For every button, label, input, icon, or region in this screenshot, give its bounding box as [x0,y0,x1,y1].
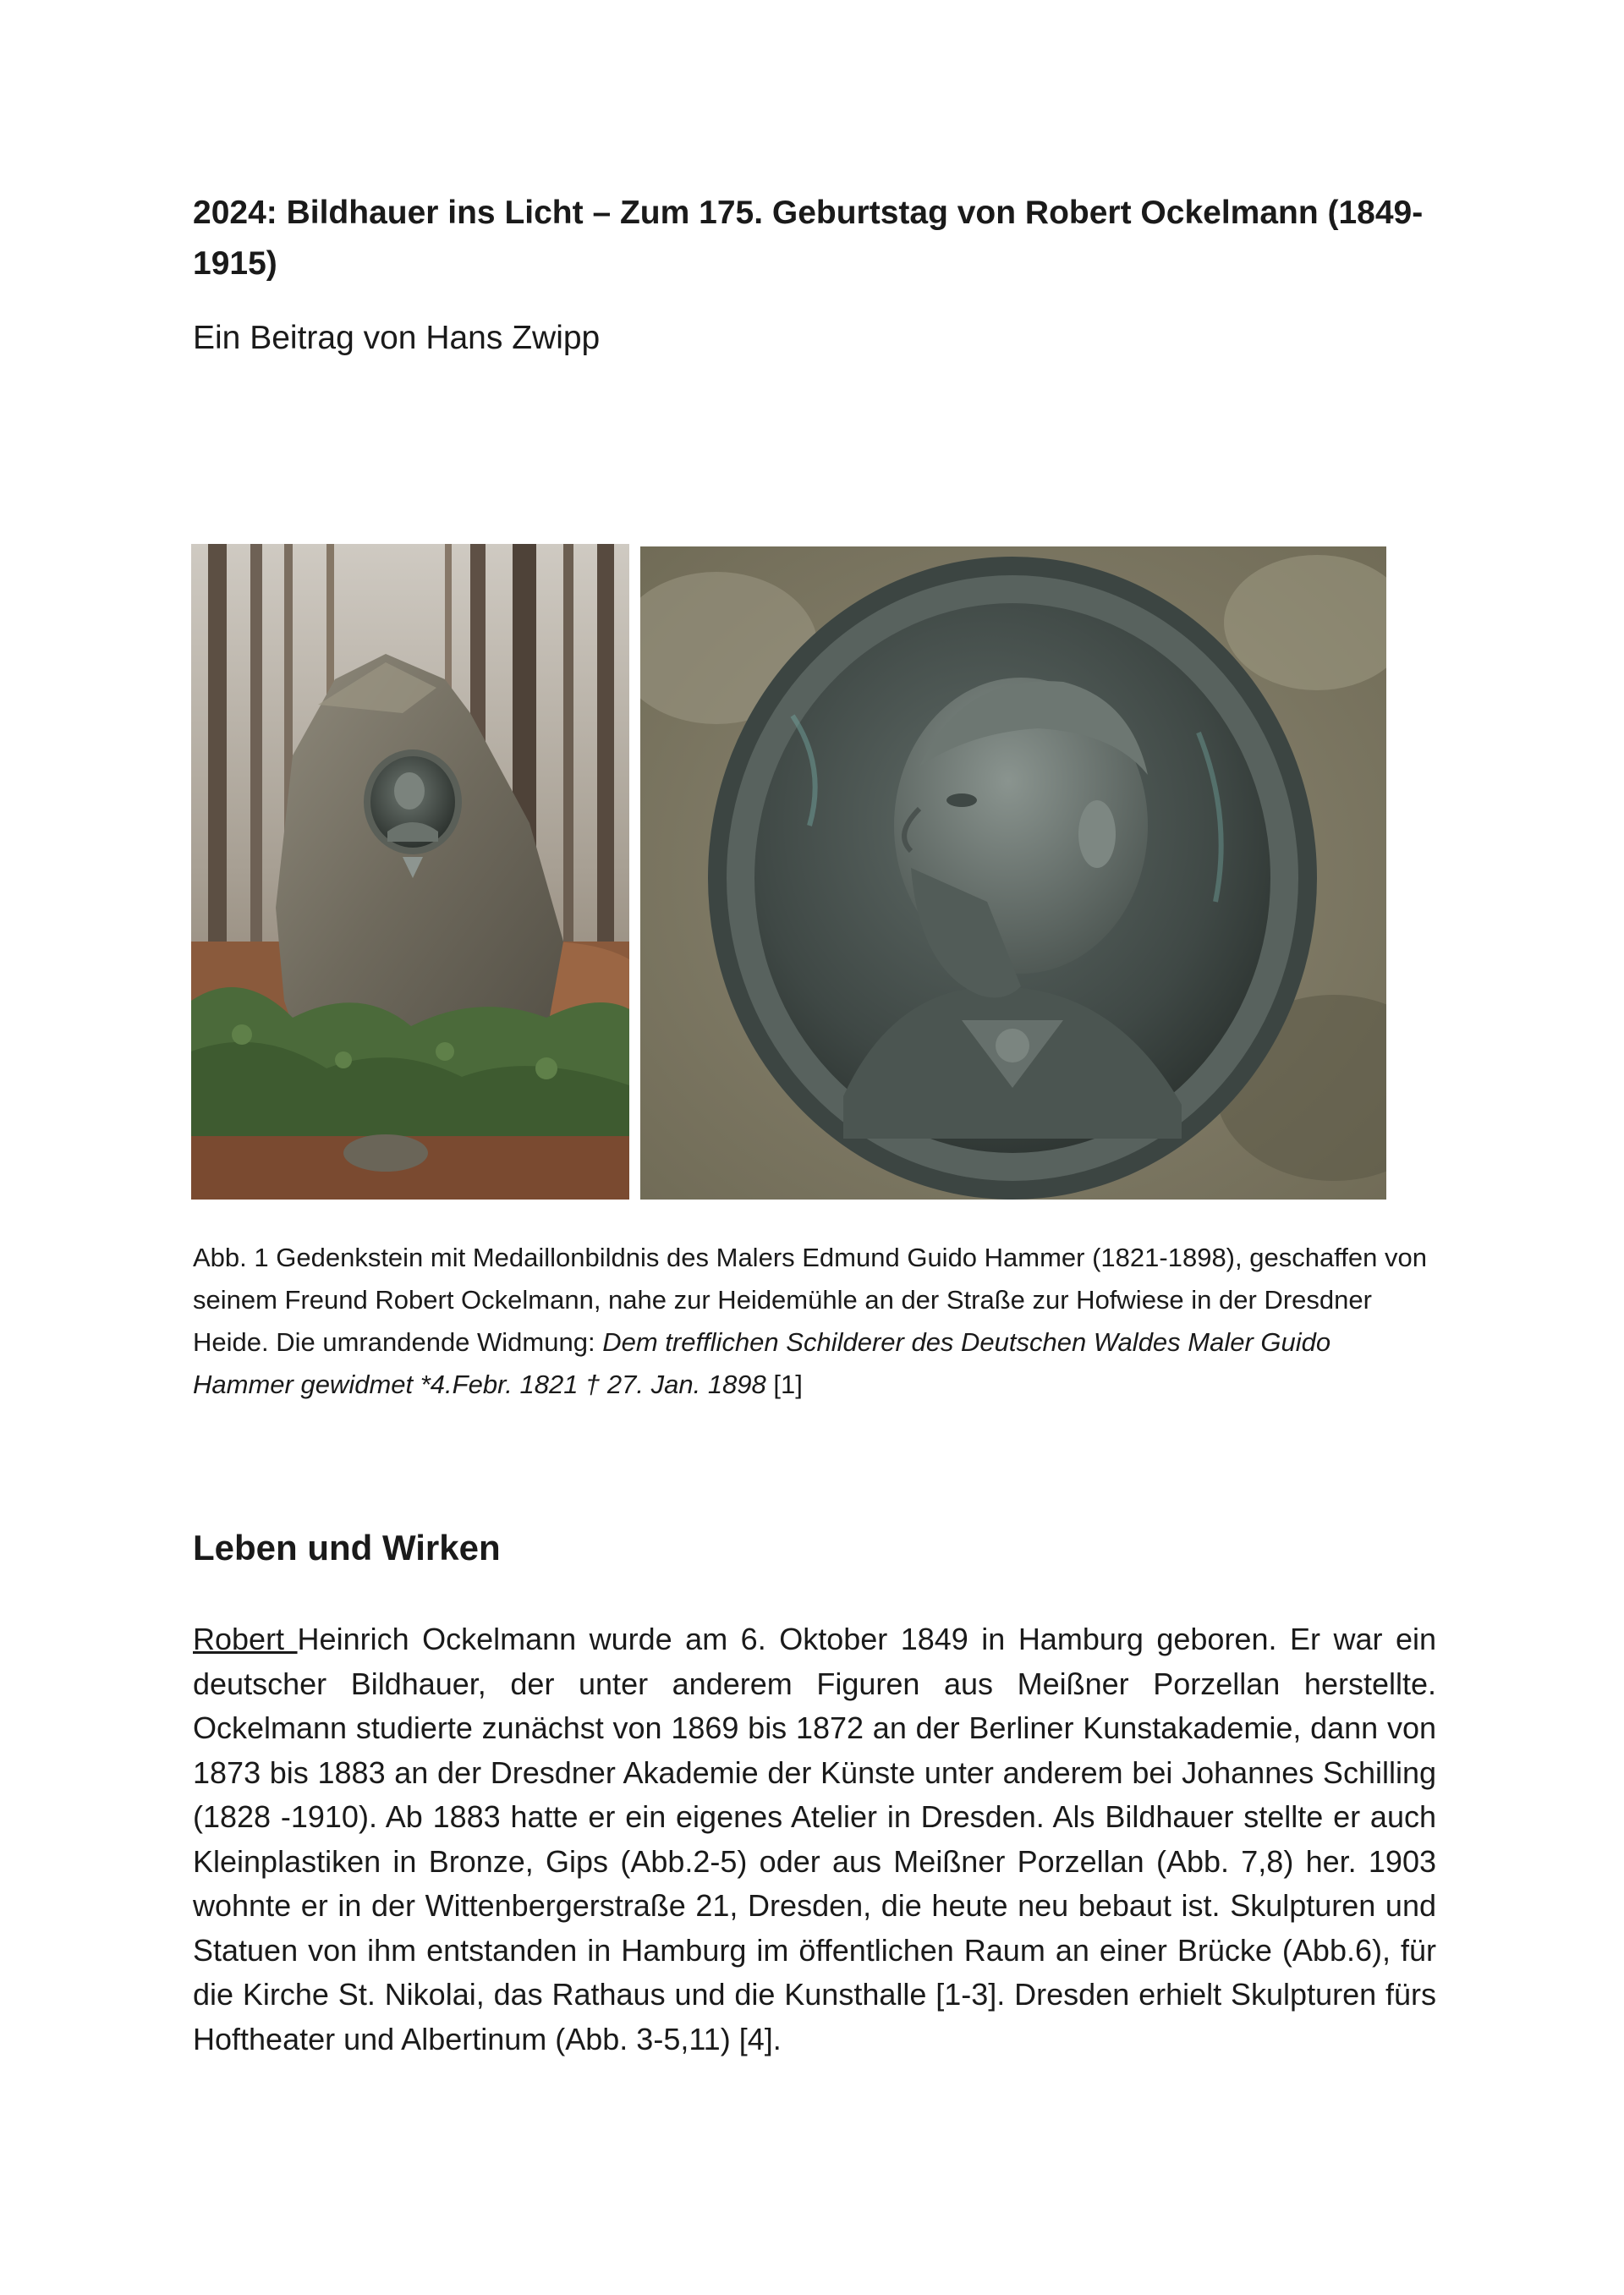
author-byline: Ein Beitrag von Hans Zwipp [193,320,601,356]
caption-dedication: Dem trefflichen Schilderer des Deutschen Waldes Maler Guido Hammer gewidmet *4.Febr. 1821 † 27. Jan. 1898 [193,1327,1331,1399]
section-heading: Leben und Wirken [193,1528,501,1568]
memorial-stone-photo [191,544,629,1200]
robert-link[interactable]: Robert [193,1622,298,1656]
body-text: Heinrich Ockelmann wurde am 6. Oktober 1849 in Hamburg geboren. Er war ein deutscher Bildhauer, der unter anderem Figuren aus Meißner Porzellan herstellte. Ockelmann studierte zunächst von 1869 bis 1872 an der Berliner Kunstakademie, dann von 1873 bis 1883 an der Dresdner Akademie der Künste unter anderem bei Johannes Schilling (1828 -1910). Ab 1883 hatte er ein eigenes Atelier in Dresden. Als Bildhauer stellte er auch Kleinplastiken in Bronze, Gips (Abb.2-5) oder aus Meißner Porzellan (Abb. 7,8) her. 1903 wohnte er in der Wittenbergerstraße 21, Dresden, die heute neu bebaut ist. Skulpturen und Statuen von ihm entstanden in Hamburg im öffentlichen Raum an einer Brücke (Abb.6), für die Kirche St. Nikolai, das Rathaus und die Kunsthalle [1-3]. Dresden erhielt Skulpturen fürs Hoftheater und Albertinum (Abb. 3-5,11) [4]. [193,1622,1436,2056]
body-paragraph [193,1617,1436,2062]
caption-reference: [1] [765,1370,803,1399]
figure-caption [193,1237,1436,1406]
bronze-medallion-photo [640,546,1386,1200]
caption-text: Abb. 1 Gedenkstein mit Medaillonbildnis des Malers Edmund Guido Hammer (1821-1898), geschaffen von seinem Freund Robert Ockelmann, nahe zur Heidemühle an der Straße zur Hofwiese in der Dresdner Heide. Die umrandende Widmung: [193,1243,1427,1357]
page-title: 2024: Bildhauer ins Licht – Zum 175. Geburtstag von Robert Ockelmann (1849-1915) [193,195,1424,282]
